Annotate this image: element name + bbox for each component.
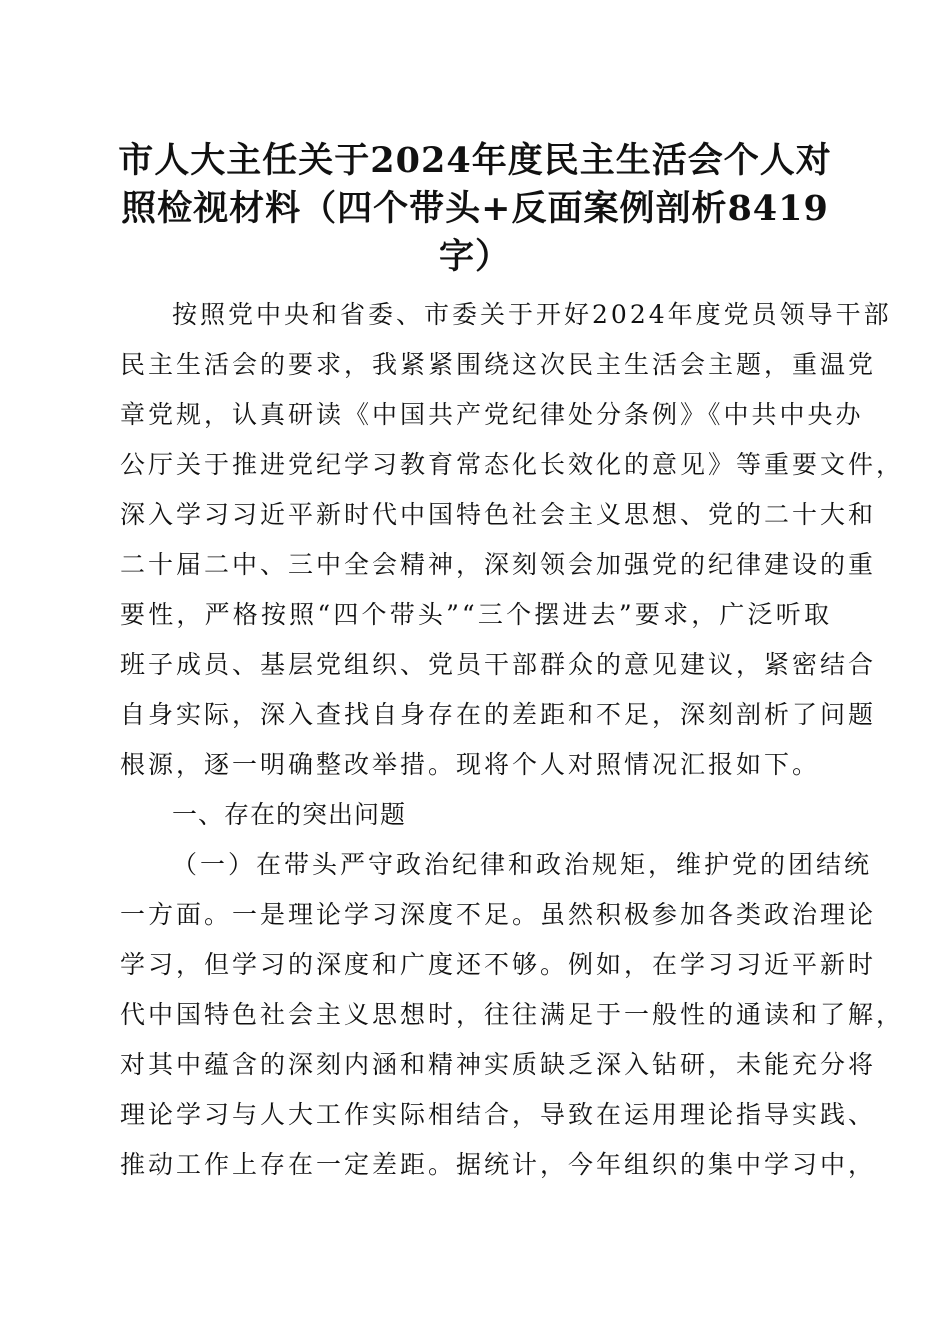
section-line-4: 代中国特色社会主义思想时，往往满足于一般性的通读和了解， xyxy=(120,1000,905,1029)
section-line-1: （一）在带头严守政治纪律和政治规矩，维护党的团结统 xyxy=(172,850,873,879)
intro-line-10: 根源，逐一明确整改举措。现将个人对照情况汇报如下。 xyxy=(120,750,821,779)
section-line-3: 学习，但学习的深度和广度还不够。例如，在学习习近平新时 xyxy=(120,950,877,979)
section-paragraph xyxy=(120,840,905,1190)
intro-line-5: 深入学习习近平新时代中国特色社会主义思想、党的二十大和 xyxy=(120,500,877,529)
title-line-1: 市人大主任关于2024年度民主生活会个人对 xyxy=(118,140,832,181)
intro-line-2: 民主生活会的要求，我紧紧围绕这次民主生活会主题，重温党 xyxy=(120,350,877,379)
section-line-6: 理论学习与人大工作实际相结合，导致在运用理论指导实践、 xyxy=(120,1100,877,1129)
intro-paragraph xyxy=(120,290,905,790)
intro-line-8: 班子成员、基层党组织、党员干部群众的意见建议，紧密结合 xyxy=(120,650,877,679)
document-body xyxy=(120,290,905,1190)
intro-line-7: 要性，严格按照“四个带头”“三个摆进去”要求，广泛听取 xyxy=(120,600,832,629)
intro-line-6: 二十届二中、三中全会精神，深刻领会加强党的纪律建设的重 xyxy=(120,550,877,579)
intro-line-1: 按照党中央和省委、市委关于开好2024年度党员领导干部 xyxy=(172,300,892,329)
document-title xyxy=(110,137,840,281)
section-line-7: 推动工作上存在一定差距。据统计，今年组织的集中学习中， xyxy=(120,1150,877,1179)
title-line-3: 字） xyxy=(438,236,511,277)
intro-line-4: 公厅关于推进党纪学习教育常态化长效化的意见》等重要文件， xyxy=(120,450,905,479)
section-line-5: 对其中蕴含的深刻内涵和精神实质缺乏深入钻研，未能充分将 xyxy=(120,1050,877,1079)
title-line-2: 照检视材料（四个带头+反面案例剖析8419 xyxy=(121,188,829,229)
section-line-2: 一方面。一是理论学习深度不足。虽然积极参加各类政治理论 xyxy=(120,900,877,929)
intro-line-3: 章党规，认真研读《中国共产党纪律处分条例》《中共中央办 xyxy=(120,400,864,429)
intro-line-9: 自身实际，深入查找自身存在的差距和不足，深刻剖析了问题 xyxy=(120,700,877,729)
section-heading: 一、存在的突出问题 xyxy=(172,800,407,829)
